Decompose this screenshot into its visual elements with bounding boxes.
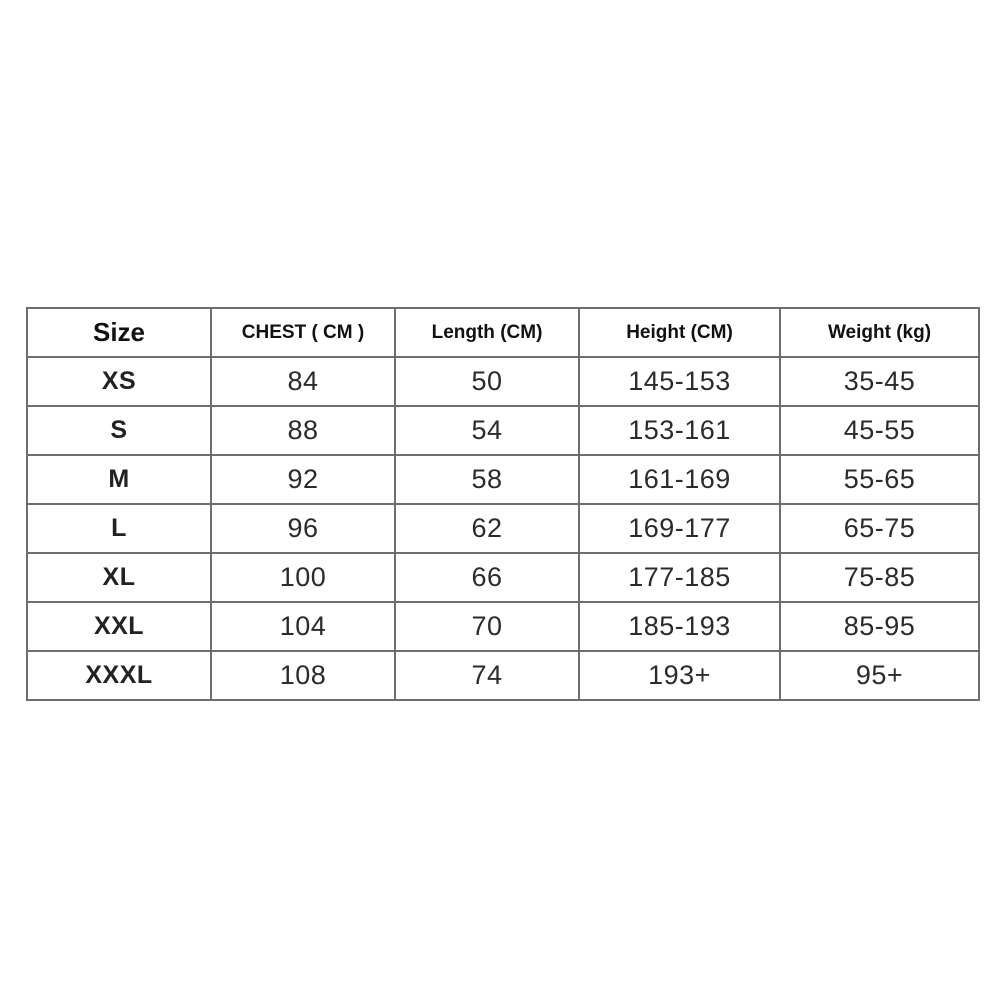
table-row	[27, 602, 979, 651]
size-cell: S	[27, 406, 211, 455]
length-cell: 62	[395, 504, 579, 553]
chest-cell: 108	[211, 651, 395, 700]
length-cell: 54	[395, 406, 579, 455]
table-row	[27, 504, 979, 553]
header-size: Size	[27, 308, 211, 357]
table-row	[27, 553, 979, 602]
height-cell: 161-169	[579, 455, 780, 504]
size-chart-table	[26, 307, 980, 701]
table-row	[27, 357, 979, 406]
chest-cell: 96	[211, 504, 395, 553]
size-cell: L	[27, 504, 211, 553]
weight-cell: 95+	[780, 651, 979, 700]
chest-cell: 88	[211, 406, 395, 455]
height-cell: 145-153	[579, 357, 780, 406]
weight-cell: 55-65	[780, 455, 979, 504]
table-row	[27, 406, 979, 455]
size-cell: M	[27, 455, 211, 504]
size-cell: XS	[27, 357, 211, 406]
height-cell: 177-185	[579, 553, 780, 602]
header-row	[27, 308, 979, 357]
size-cell: XXXL	[27, 651, 211, 700]
chest-cell: 92	[211, 455, 395, 504]
header-weight: Weight (kg)	[780, 308, 979, 357]
header-height: Height (CM)	[579, 308, 780, 357]
header-chest: CHEST ( CM )	[211, 308, 395, 357]
chest-cell: 100	[211, 553, 395, 602]
length-cell: 50	[395, 357, 579, 406]
size-cell: XXL	[27, 602, 211, 651]
height-cell: 153-161	[579, 406, 780, 455]
length-cell: 74	[395, 651, 579, 700]
height-cell: 185-193	[579, 602, 780, 651]
length-cell: 58	[395, 455, 579, 504]
weight-cell: 45-55	[780, 406, 979, 455]
height-cell: 193+	[579, 651, 780, 700]
chest-cell: 104	[211, 602, 395, 651]
weight-cell: 35-45	[780, 357, 979, 406]
table-row	[27, 651, 979, 700]
size-cell: XL	[27, 553, 211, 602]
header-length: Length (CM)	[395, 308, 579, 357]
height-cell: 169-177	[579, 504, 780, 553]
weight-cell: 75-85	[780, 553, 979, 602]
weight-cell: 65-75	[780, 504, 979, 553]
chest-cell: 84	[211, 357, 395, 406]
length-cell: 70	[395, 602, 579, 651]
weight-cell: 85-95	[780, 602, 979, 651]
table-row	[27, 455, 979, 504]
length-cell: 66	[395, 553, 579, 602]
